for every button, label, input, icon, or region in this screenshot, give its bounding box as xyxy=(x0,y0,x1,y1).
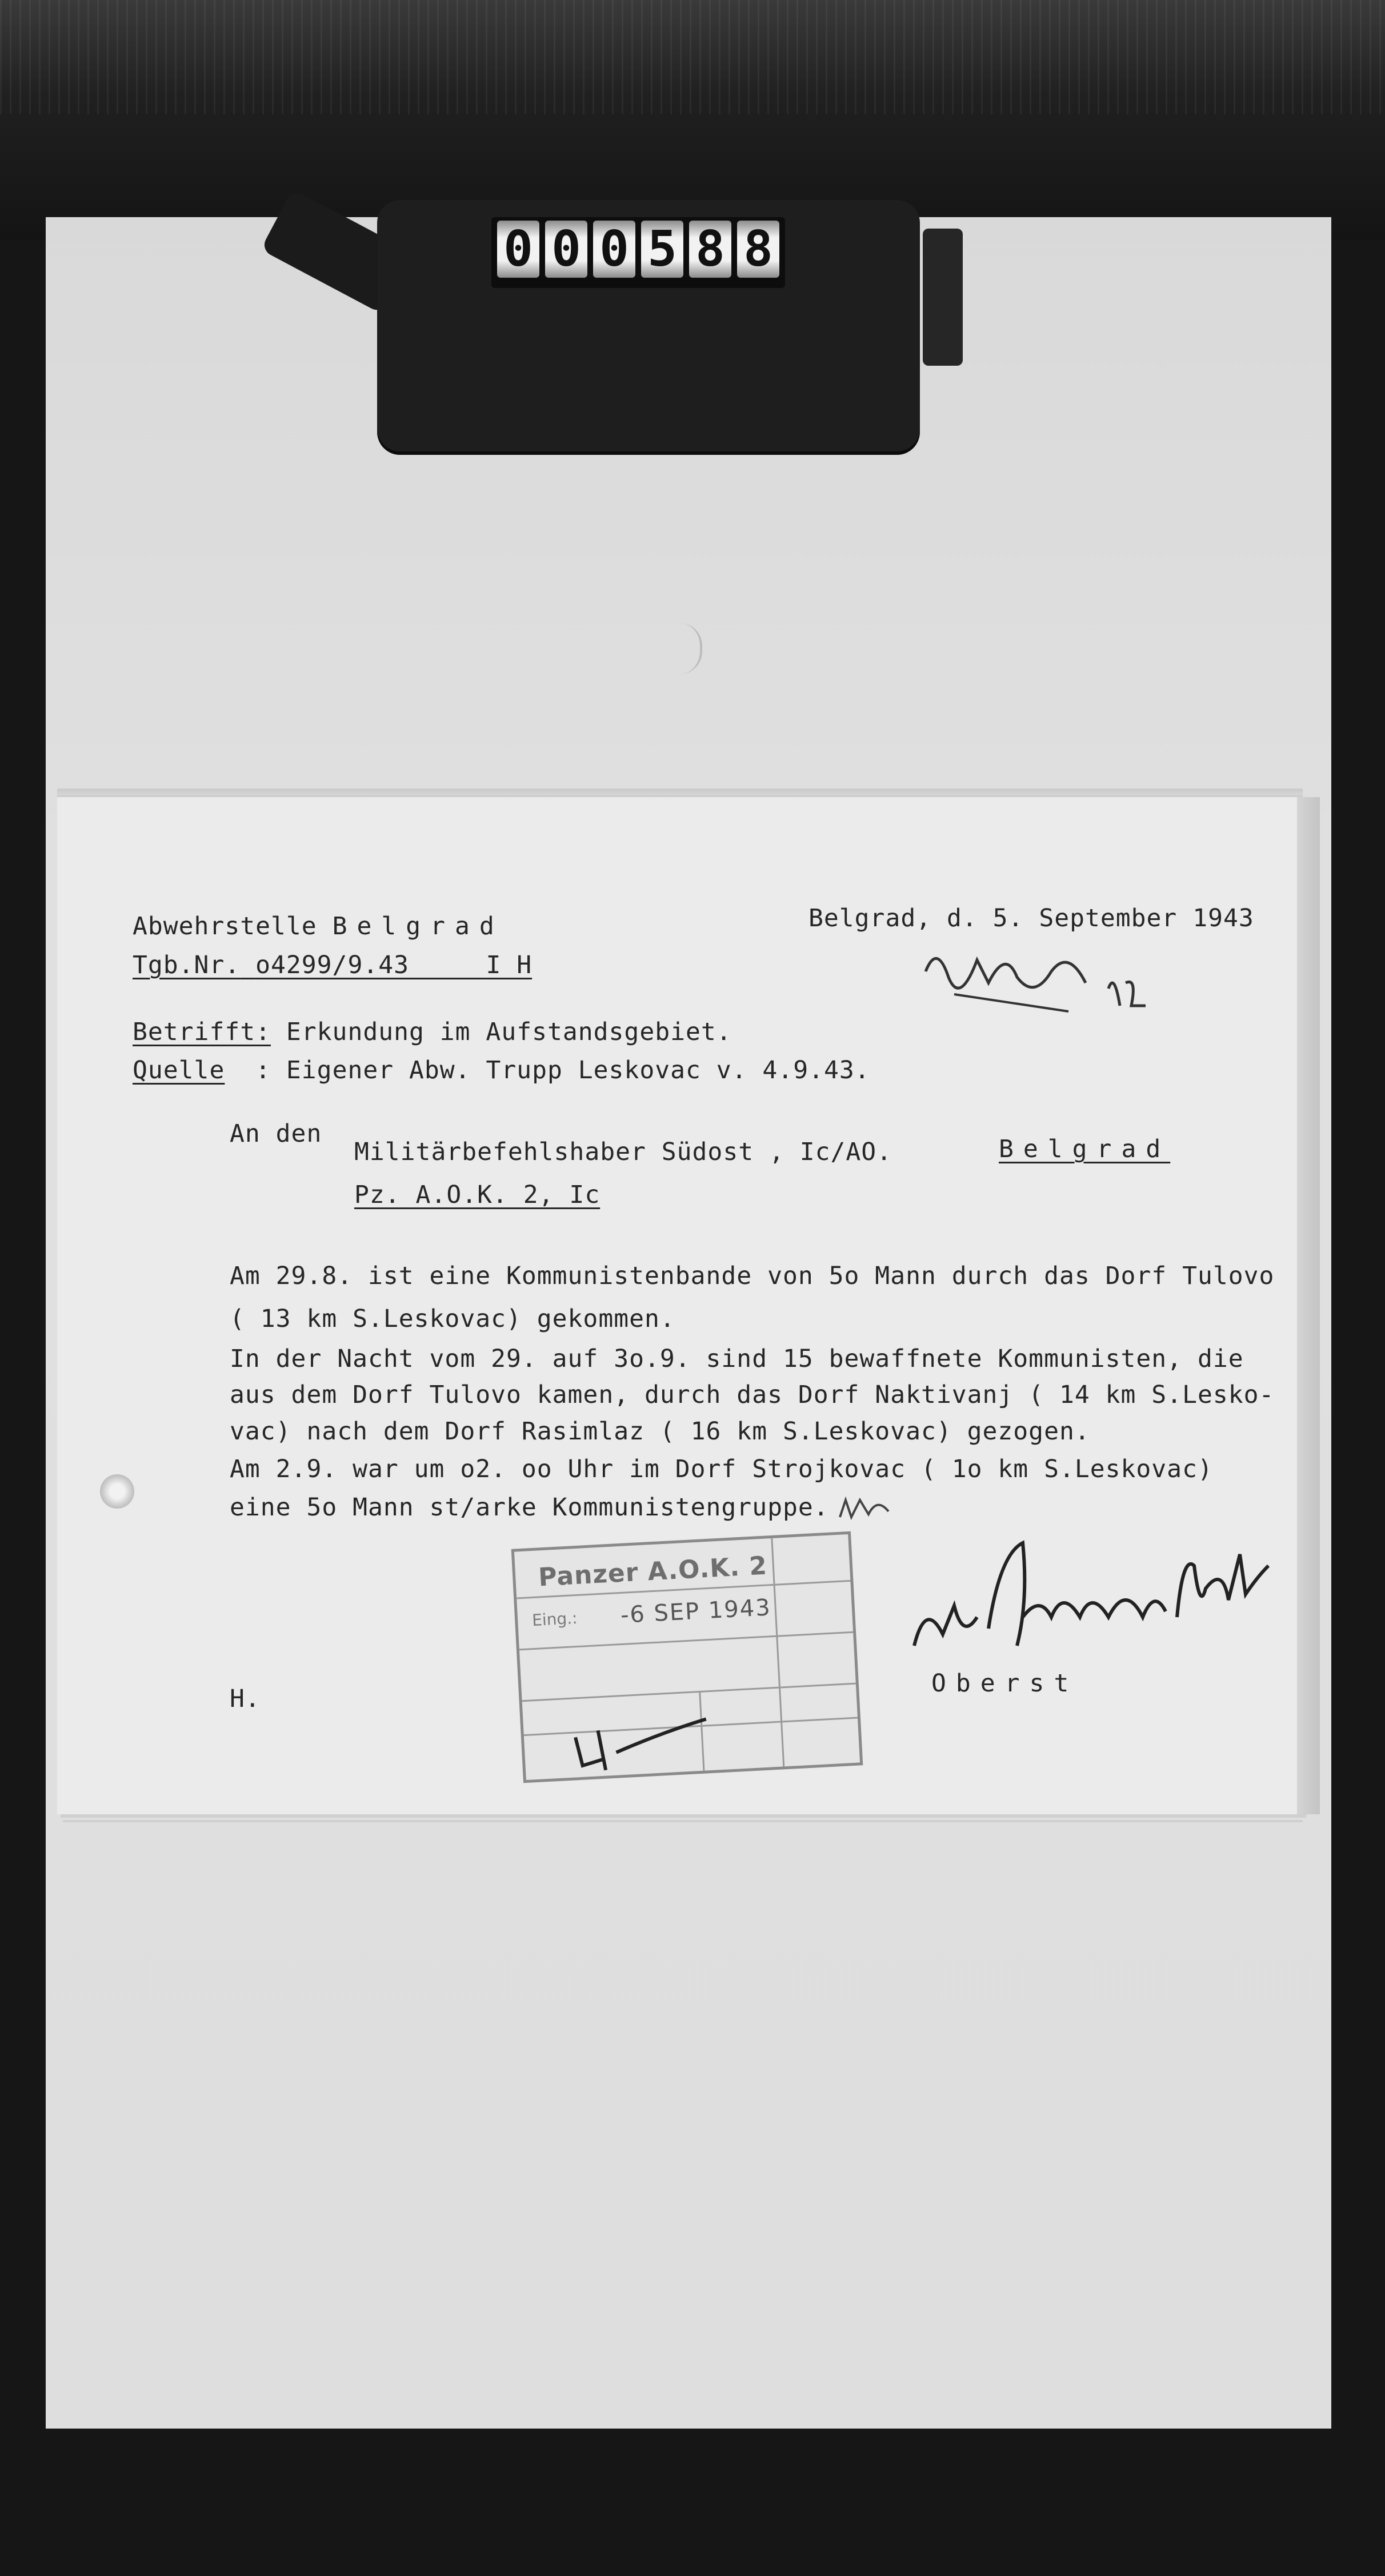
received-stamp xyxy=(511,1531,863,1783)
frame-counter xyxy=(491,217,785,288)
body-line: vac) nach dem Dorf Rasimlaz ( 16 km S.Leskovac) gezogen. xyxy=(230,1417,1090,1446)
quelle-value: : Eigener Abw. Trupp Leskovac v. 4.9.43. xyxy=(255,1056,870,1085)
tgb-line xyxy=(133,953,532,978)
sender-line xyxy=(133,914,504,939)
counter-knob xyxy=(923,229,963,366)
counter-digit: 0 xyxy=(545,221,587,278)
typist-initial: H. xyxy=(230,1685,261,1713)
body-line: Am 2.9. war um o2. oo Uhr im Dorf Strojkovac ( 1o km S.Leskovac) xyxy=(230,1455,1213,1483)
sender-city: Belgrad xyxy=(332,912,504,941)
recipient-city: Belgrad xyxy=(999,1135,1171,1163)
counter-digit: 0 xyxy=(593,221,635,278)
recipient-intro: An den xyxy=(230,1119,322,1148)
betrifft-value: Erkundung im Aufstandsgebiet. xyxy=(286,1018,732,1046)
body-line: aus dem Dorf Tulovo kamen, durch das Dorf Naktivanj ( 14 km S.Lesko- xyxy=(230,1381,1275,1409)
stamp-handwriting xyxy=(569,1713,720,1777)
handwritten-initials xyxy=(920,937,1160,1040)
signature xyxy=(908,1531,1274,1669)
body-line: eine 5o Mann st/arke Kommunistengruppe. xyxy=(230,1493,829,1522)
betrifft-label: Betrifft: xyxy=(133,1018,271,1046)
tgb-department: I H xyxy=(486,951,533,979)
stamp-divider xyxy=(519,1631,853,1651)
stamp-date: -6 SEP 1943 xyxy=(619,1594,772,1629)
body-line: Am 29.8. ist eine Kommunistenbande von 5o Mann durch das Dorf Tulovo xyxy=(230,1262,1275,1290)
counter-digit: 8 xyxy=(689,221,731,278)
signer-rank: Oberst xyxy=(931,1669,1079,1698)
counter-digit: 8 xyxy=(737,221,779,278)
stamp-field-label: Eing.: xyxy=(531,1608,578,1630)
place-date: Belgrad, d. 5. September 1943 xyxy=(808,904,1254,933)
counter-digit: 0 xyxy=(497,221,539,278)
recipient-line-2: Pz. A.O.K. 2, Ic xyxy=(354,1181,601,1209)
sender-prefix: Abwehrstelle xyxy=(133,912,317,941)
punch-hole xyxy=(100,1474,134,1509)
quelle-line xyxy=(133,1058,870,1083)
tgb-number: o4299/9.43 xyxy=(255,951,409,979)
handwritten-mark xyxy=(837,1491,900,1526)
document-bottom-edge xyxy=(63,1820,1303,1822)
body-line: ( 13 km S.Leskovac) gekommen. xyxy=(230,1305,675,1333)
counter-digit: 5 xyxy=(641,221,683,278)
tgb-label: Tgb.Nr. xyxy=(133,951,241,979)
body-line: In der Nacht vom 29. auf 3o.9. sind 15 bewaffnete Kommunisten, die xyxy=(230,1345,1244,1373)
quelle-label: Quelle xyxy=(133,1056,225,1085)
film-edge-texture xyxy=(0,0,1385,114)
stamp-title: Panzer A.O.K. 2 xyxy=(538,1551,768,1593)
betrifft-line xyxy=(133,1020,732,1045)
document-edge xyxy=(1297,797,1320,1814)
stamp-divider xyxy=(522,1683,856,1702)
stamp-divider xyxy=(771,1538,784,1767)
recipient-line-1: Militärbefehlshaber Südost , Ic/AO. xyxy=(354,1138,892,1166)
